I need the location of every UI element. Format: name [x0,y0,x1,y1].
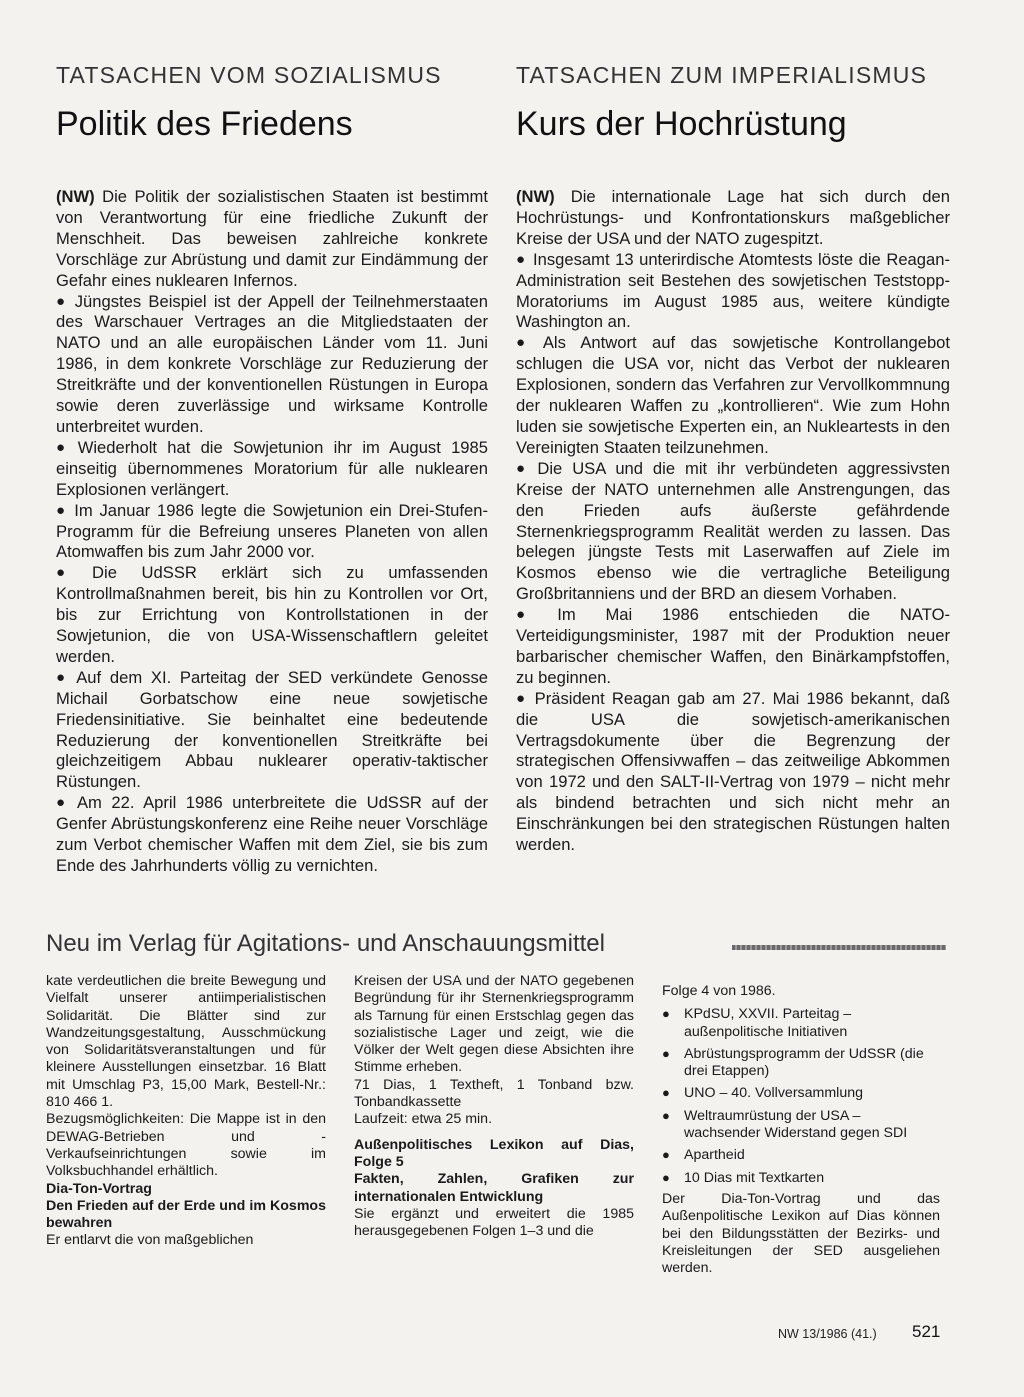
text-block: kate verdeutlichen die breite Bewegung und Vielfalt unserer antiimperialistischen Solidarität. Die Blätter sind zur Wandzeitungsgestaltung, Ausschmückung von Solidaritätsveranstaltungen und für kleinere Ausstellungen einsetzbar. 16 Blatt mit Umschlag P3, 15,00 Mark, Bestell-Nr.: 810 466 1. [46,973,326,1111]
bullet-item: ● Als Antwort auf das sowjetische Kontrollangebot schlugen die USA vor, nicht das Verbot der nuklearen Explosionen, sondern das Verfahren zur Vervollkommnung der nuklearen Waffen zu „kontrollieren“. Wie zum Hohn luden sie sowjetische Experten ein, an Nukleartests in den Vereinigten Staaten teilzunehmen. [516,333,950,458]
text-block: Laufzeit: etwa 25 min. [354,1111,493,1128]
bullet-item: ● Wiederholt hat die Sowjetunion ihr im August 1985 einseitig übernommenes Moratorium für alle nuklearen Explosionen verlängert. [56,438,488,501]
section-band [46,928,946,960]
intro-right: (NW) Die internationale Lage hat sich durch den Hochrüstungs- und Konfrontationskurs maßgeblicher Kreise der USA und der NATO zugespitzt. [516,187,950,248]
text-block: Er entlarvt die von maßgeblichen [46,1232,254,1249]
list-item: ● Apartheid [662,1146,940,1164]
intro-left: (NW) Die Politik der sozialistischen Staaten ist bestimmt von Verantwortung für eine friedliche Zukunft der Menschheit. Das beweisen zahlreiche konkrete Vorschläge zur Abrüstung und damit zur Eindämmung der Gefahr eines nuklearen Infernos. [56,187,488,290]
section-title: Neu im Verlag für Agitations- und Anschauungsmittel [46,930,605,957]
bullet-item: ● Insgesamt 13 unterirdische Atomtests löste die Reagan-Administration seit Bestehen des sowjetischen Teststopp-Moratoriums im August 1985 aus, weitere kündigte Washington an. [516,250,950,334]
subheading: Dia-Ton-Vortrag [46,1180,152,1197]
verlag-column-3 [662,983,940,1277]
text-block: Folge 4 von 1986. [662,983,776,999]
article-right [516,64,950,856]
bullet-item: ● Präsident Reagan gab am 27. Mai 1986 bekannt, daß die USA die sowjetisch-amerikanischen Vertragsdokumente über die Begrenzung der strategischen Offensivwaffen – das zeitweilige Abkommen von 1972 und den SALT-II-Vertrag von 1979 – nicht mehr als bindend betrachten und sich nicht mehr an Einschränkungen bei den strategischen Rüstungen halten werden. [516,689,950,856]
list-item: ● 10 Dias mit Textkarten [662,1169,940,1187]
bullet-item: ● Im Januar 1986 legte die Sowjetunion ein Drei-Stufen-Programm für die Befreiung unseres Planeten von allen Atomwaffen bis zum Jahr 2000 vor. [56,501,488,564]
text-block: 71 Dias, 1 Textheft, 1 Tonband bzw. Tonbandkassette [354,1076,634,1111]
article-right-body [516,187,950,856]
text-block: Sie ergänzt und erweitert die 1985 herausgegebenen Folgen 1–3 und die [354,1205,634,1240]
bullet-item: ● Die USA und die mit ihr verbündeten aggressivsten Kreise der NATO unternehmen alle Anstrengungen, das den Frieden aufs äußerste gefährdende Sternenkriegsprogramm Realität werden zu lassen. Das belegen jüngste Tests mit Laserwaffen auf Ziele im Kosmos ebenso wie die vertragliche Beteiligung Großbritanniens und der BRD an diesem Vorhaben. [516,459,950,605]
bullet-item: ● Jüngstes Beispiel ist der Appell der Teilnehmerstaaten des Warschauer Vertrages an die Mitgliedstaaten der NATO und an alle europäischen Länder vom 11. Juni 1986, in dem konkrete Vorschläge zur Reduzierung der Streitkräfte und der konventionellen Rüstungen in Europa sowie deren zuverlässige und wirksame Kontrolle unterbreitet wurden. [56,292,488,438]
text-block: Der Dia-Ton-Vortrag und das Außenpolitische Lexikon auf Dias können bei den Bildungsstätten der Bezirks- und Kreisleitungen der SED ausgeliehen werden. [662,1190,940,1277]
verlag-column-2 [354,973,634,1240]
list-item: ● UNO – 40. Vollversammlung [662,1084,940,1102]
kicker-right: TATSACHEN ZUM IMPERIALISMUS [516,62,928,88]
kicker-left: TATSACHEN VOM SOZIALISMUS [56,62,442,88]
verlag-column-1 [46,973,326,1250]
product-title: Außenpolitisches Lexikon auf Dias, Folge 5 [354,1136,634,1170]
list-item: ● Abrüstungsprogramm der UdSSR (die drei Etappen) [662,1045,940,1081]
subheading: Fakten, Zahlen, Grafiken zur internationalen Entwicklung [354,1171,634,1205]
source-tag: (NW) [56,187,95,206]
bullet-item: ● Auf dem XI. Parteitag der SED verkündete Genosse Michail Gorbatschow eine neue sowjetische Friedensinitiative. Sie beinhaltet eine bedeutende Reduzierung der konventionellen Streitkräfte bei gleichzeitigem Abbau nuklearer operativ-taktischer Rüstungen. [56,668,488,793]
bullet-item: ● Im Mai 1986 entschieden die NATO-Verteidigungsminister, 1987 mit der Produktion neuer barbarischer chemischer Waffen, den Binärkampfstoffen, zu beginnen. [516,605,950,689]
headline-left: Politik des Friedens [56,105,353,143]
bullet-item: ● Am 22. April 1986 unterbreitete die UdSSR auf der Genfer Abrüstungskonferenz eine Reihe neuer Vorschläge zum Verbot chemischer Waffen mit dem Ziel, sie bis zum Ende des Jahrhunderts völlig zu vernichten. [56,793,488,877]
text-block: Kreisen der USA und der NATO gegebenen Begründung für ihr Sternenkriegsprogramm als Tarnung für einen Erstschlag gegen das sozialistische Lager und zeigt, wie die Völker der Welt gegen diese Absichten ihre Stimme erheben. [354,973,634,1076]
bullet-item: ● Die UdSSR erklärt sich zu umfassenden Kontrollmaßnahmen bereit, bis hin zu Kontrollen vor Ort, bis zur Errichtung von Kontrollstationen in der Sowjetunion, die von USA-Wissenschaftlern geleitet werden. [56,563,488,668]
list-item: ● Weltraumrüstung der USA – wachsender Widerstand gegen SDI [662,1107,940,1143]
article-left [56,64,488,877]
product-title: Den Frieden auf der Erde und im Kosmos bewahren [46,1197,326,1232]
list-item: ● KPdSU, XXVII. Parteitag – außenpolitische Initiativen [662,1005,940,1041]
source-tag: (NW) [516,187,555,206]
decorative-rule [732,945,946,950]
text-block: Bezugsmöglichkeiten: Die Mappe ist in den DEWAG-Betrieben und -Verkaufseinrichtungen sowie im Volksbuchhandel erhältlich. [46,1111,326,1180]
article-left-body [56,187,488,877]
headline-right: Kurs der Hochrüstung [516,105,847,143]
page-number: 521 [912,1322,941,1341]
issue-folio: NW 13/1986 (41.) [778,1327,877,1341]
